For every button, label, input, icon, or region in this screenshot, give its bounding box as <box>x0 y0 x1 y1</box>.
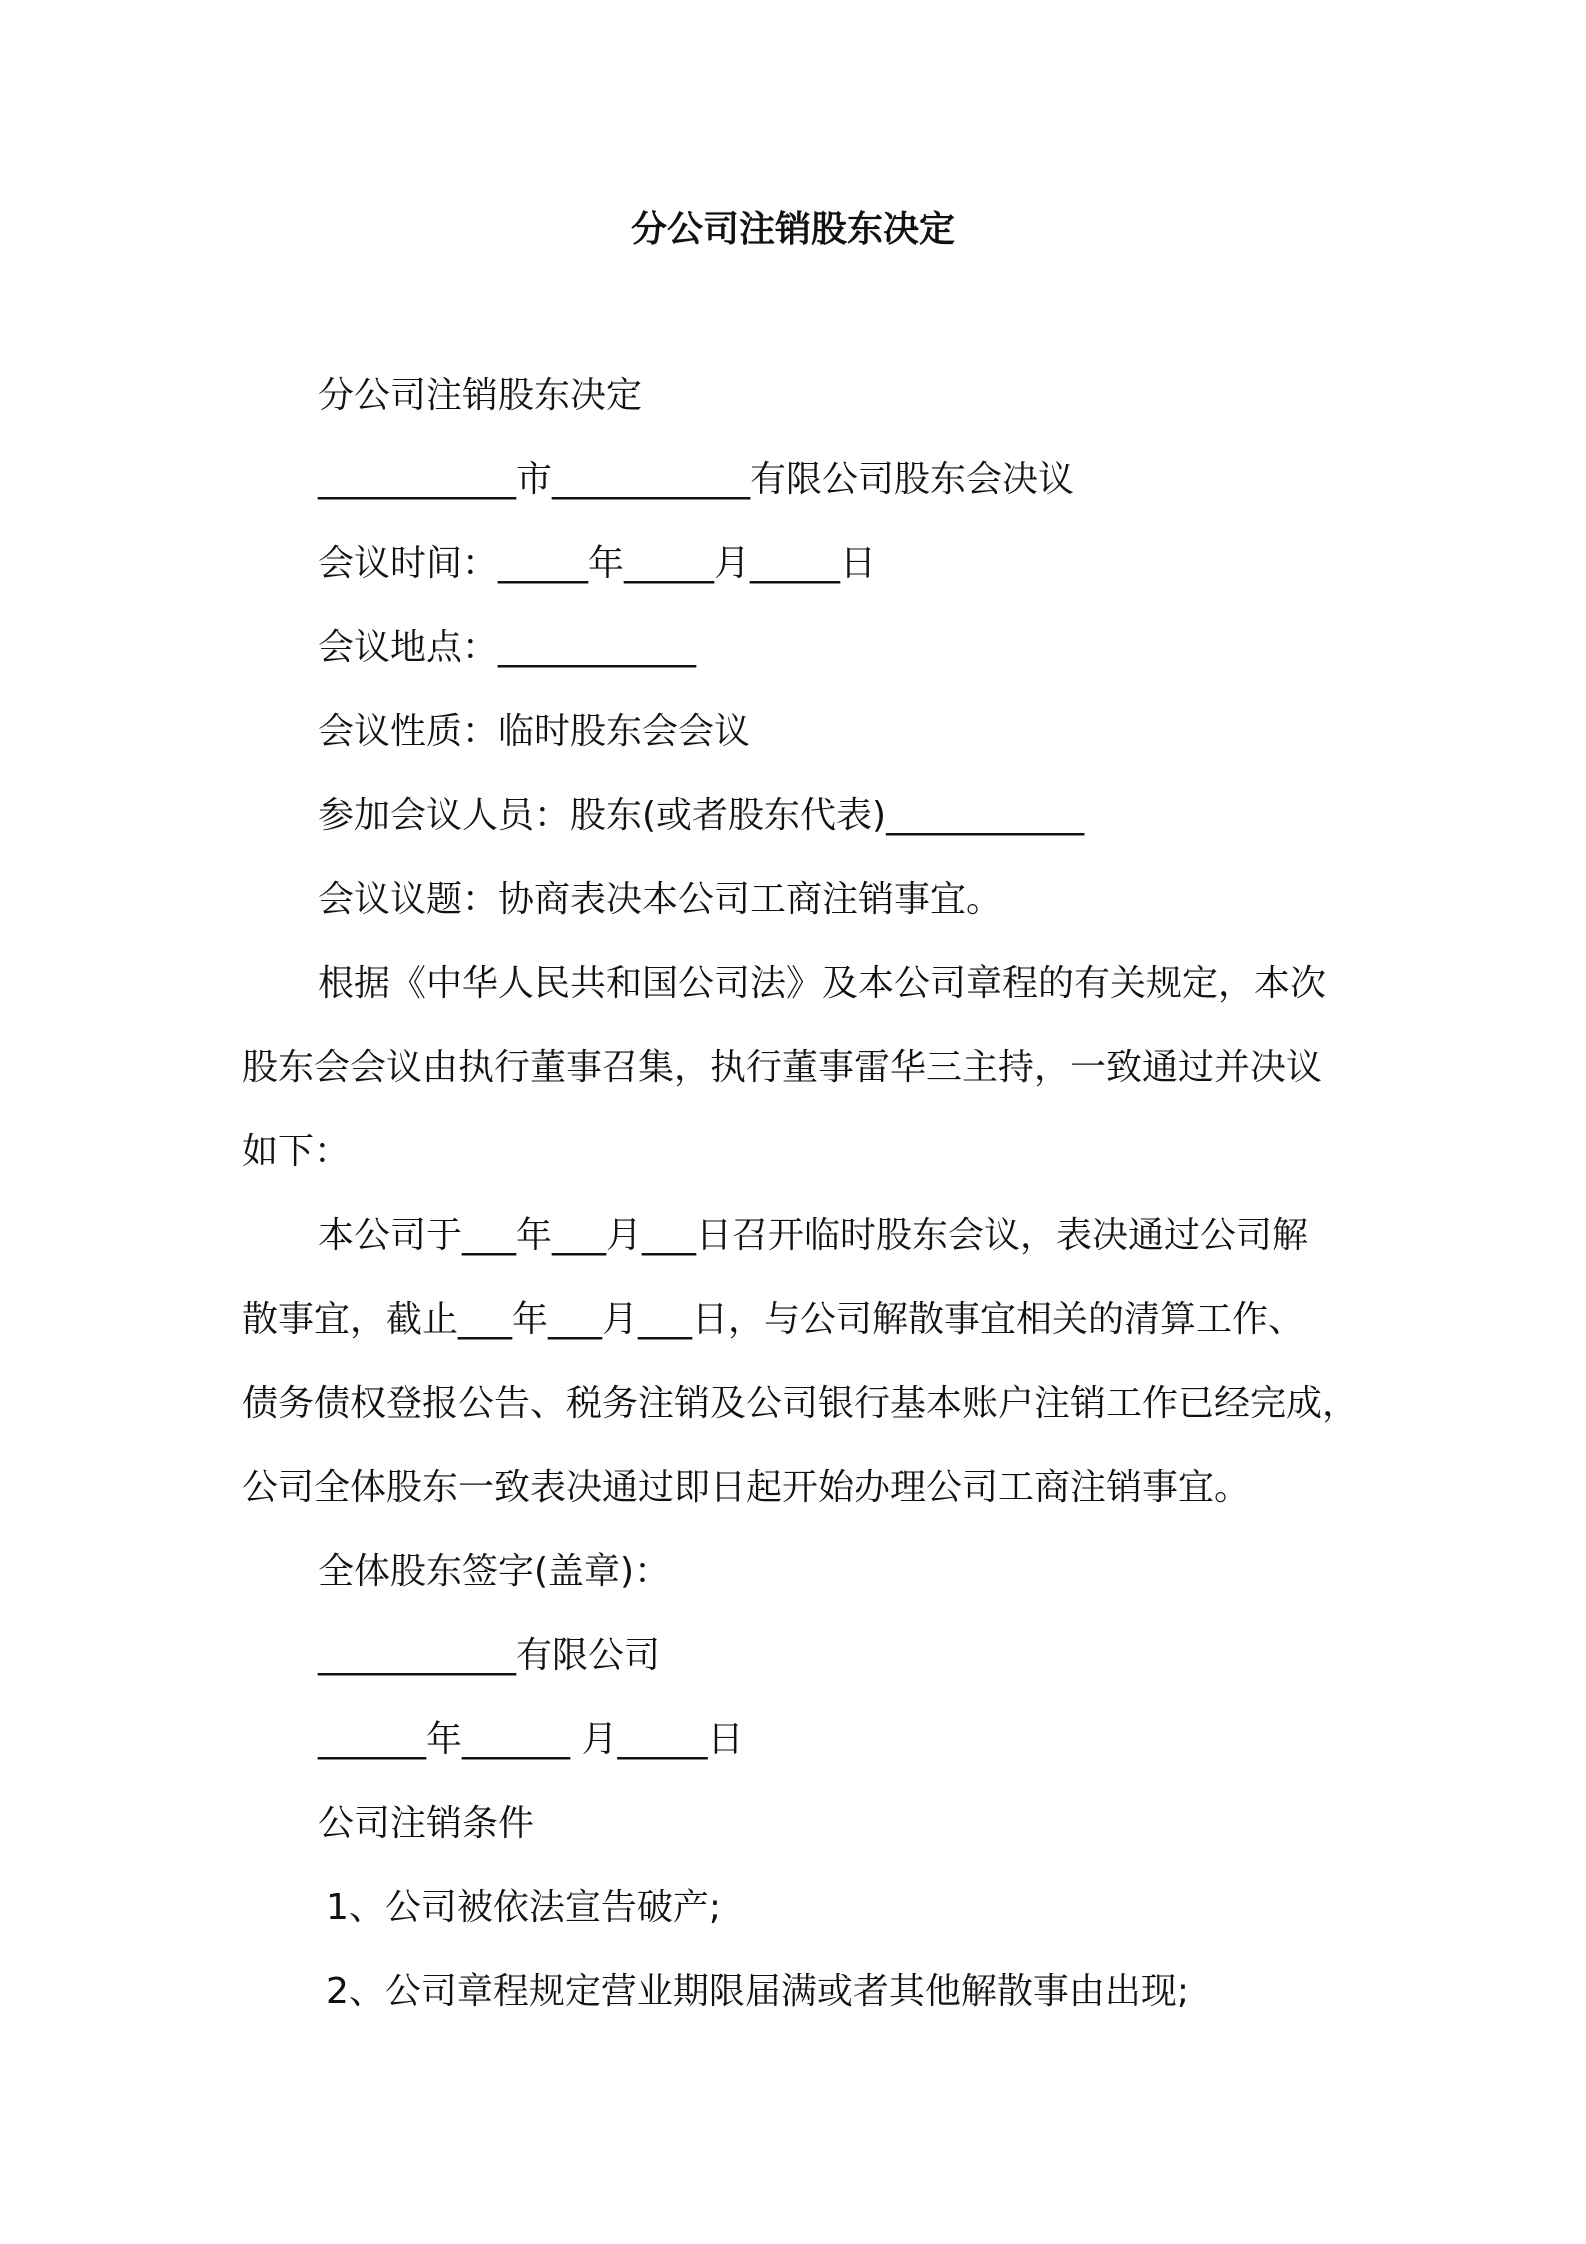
heading-line: 分公司注销股东决定 <box>318 375 643 416</box>
paragraph-line: 本公司于___年___月___日召开临时股东会议，表决通过公司解 <box>318 1215 1309 1256</box>
meeting-place-line: 会议地点：___________ <box>318 627 697 668</box>
signature-label: 全体股东签字(盖章)： <box>318 1551 671 1592</box>
paragraph-line: 如下： <box>242 1131 351 1172</box>
meeting-time-line: 会议时间：_____年_____月_____日 <box>318 543 877 584</box>
paragraph-line: 债务债权登报公告、税务注销及公司银行基本账户注销工作已经完成， <box>242 1383 1359 1424</box>
resolution-line: ___________市___________有限公司股东会决议 <box>318 459 1075 500</box>
attendees-line: 参加会议人员：股东(或者股东代表)___________ <box>318 795 1085 836</box>
condition-item: 2、公司章程规定营业期限届满或者其他解散事由出现; <box>326 1971 1190 2012</box>
paragraph-line: 公司全体股东一致表决通过即日起开始办理公司工商注销事宜。 <box>242 1467 1251 1508</box>
date-signature-line: ______年______ 月_____日 <box>318 1719 744 1760</box>
topic-line: 会议议题：协商表决本公司工商注销事宜。 <box>318 879 1003 920</box>
paragraph-line: 散事宜，截止___年___月___日，与公司解散事宜相关的清算工作、 <box>242 1299 1305 1340</box>
conditions-heading: 公司注销条件 <box>318 1803 535 1844</box>
paragraph-line: 股东会会议由执行董事召集，执行董事雷华三主持，一致通过并决议 <box>242 1047 1323 1088</box>
company-signature-line: ___________有限公司 <box>318 1635 661 1676</box>
paragraph-line: 根据《中华人民共和国公司法》及本公司章程的有关规定，本次 <box>318 963 1327 1004</box>
meeting-nature-line: 会议性质：临时股东会会议 <box>318 711 751 752</box>
document-title: 分公司注销股东决定 <box>630 209 955 250</box>
condition-item: 1、公司被依法宣告破产; <box>326 1887 722 1928</box>
